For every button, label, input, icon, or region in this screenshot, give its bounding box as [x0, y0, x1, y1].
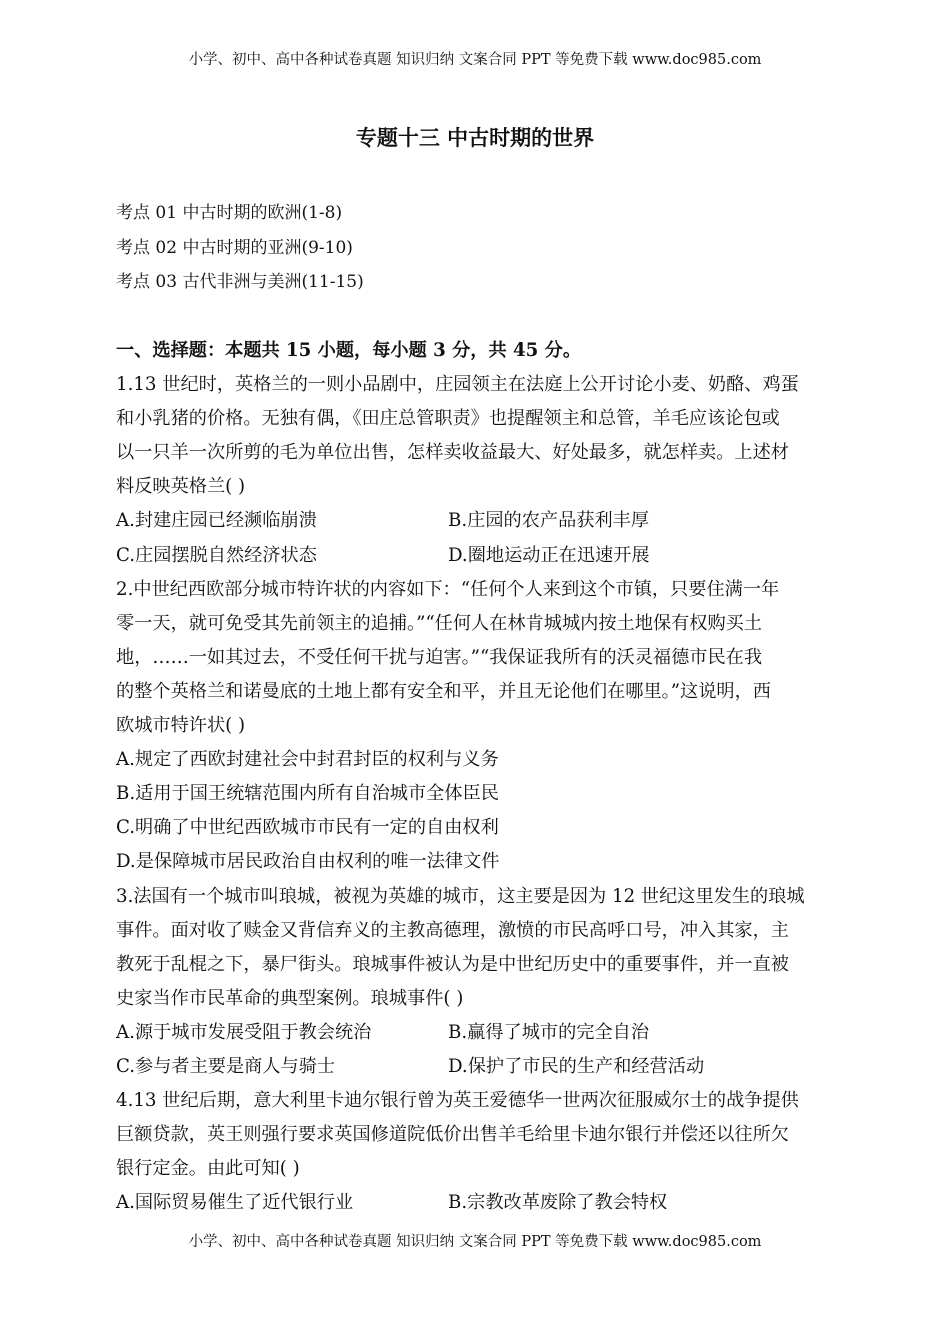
topic-item: 考点 02 中古时期的亚洲(9-10) [116, 237, 353, 258]
option-row [116, 811, 836, 845]
question-stem-line: 欧城市特许状( ) [116, 715, 246, 737]
answer-option: C.庄园摆脱自然经济状态 [116, 544, 317, 566]
question-stem-line: 史家当作市民革命的典型案例。琅城事件( ) [116, 987, 464, 1009]
question-2 [116, 573, 836, 880]
answer-option: C.参与者主要是商人与骑士 [116, 1055, 336, 1077]
option-row [116, 743, 836, 777]
page-footer: 小学、初中、高中各种试卷真题 知识归纳 文案合同 PPT 等免费下载 www.doc985.com [188, 1234, 762, 1250]
answer-option: D.圈地运动正在迅速开展 [448, 544, 650, 566]
question-stem-line: 零一天，就可免受其先前领主的追捕。”“任何人在林肯城城内按土地保有权购买土 [116, 612, 763, 634]
question-stem-line: 3.法国有一个城市叫琅城，被视为英雄的城市，这主要是因为 12 世纪这里发生的琅城 [116, 885, 805, 907]
topic-item: 考点 03 古代非洲与美洲(11-15) [116, 272, 364, 292]
section-heading: 一、选择题：本题共 15 小题，每小题 3 分，共 45 分。 [116, 340, 582, 361]
question-stem-line: 事件。面对收了赎金又背信弃义的主教高德理，激愤的市民高呼口号，冲入其家，主 [116, 919, 789, 941]
question-stem-line: 1.13 世纪时，英格兰的一则小品剧中，庄园领主在法庭上公开讨论小麦、奶酪、鸡蛋 [116, 374, 799, 396]
option-row [116, 777, 836, 811]
option-row [116, 1016, 836, 1050]
answer-option: A.国际贸易催生了近代银行业 [116, 1192, 354, 1214]
option-row [116, 1186, 836, 1220]
question-stem-line: 和小乳猪的价格。无独有偶，《田庄总管职责》也提醒领主和总管，羊毛应该论包或 [116, 408, 780, 430]
question-3 [116, 880, 836, 1085]
answer-option: A.规定了西欧封建社会中封君封臣的权利与义务 [116, 749, 499, 771]
question-stem-line: 地，……一如其过去，不受任何干扰与迫害。”“我保证我所有的沃灵福德市民在我 [116, 646, 763, 668]
question-stem-line: 以一只羊一次所剪的毛为单位出售，怎样卖收益最大、好处最多，就怎样卖。上述材 [116, 442, 789, 464]
answer-option: D.是保障城市居民政治自由权利的唯一法律文件 [116, 851, 500, 873]
option-row [116, 504, 836, 538]
question-stem-line: 2.中世纪西欧部分城市特许状的内容如下：“任何个人来到这个市镇，只要住满一年 [116, 578, 780, 600]
topic-item: 考点 01 中古时期的欧洲(1-8) [116, 203, 343, 223]
question-stem-line: 料反映英格兰( ) [116, 476, 246, 498]
question-1 [116, 368, 836, 573]
answer-option: C.明确了中世纪西欧城市市民有一定的自由权利 [116, 817, 499, 839]
answer-option: D.保护了市民的生产和经营活动 [448, 1055, 705, 1077]
answer-option: A.源于城市发展受阻于教会统治 [116, 1021, 372, 1043]
question-4 [116, 1084, 836, 1220]
option-row [116, 845, 836, 879]
answer-option: B.适用于国王统辖范围内所有自治城市全体臣民 [116, 783, 499, 805]
answer-option: A.封建庄园已经濒临崩溃 [116, 510, 317, 532]
answer-option: B.宗教改革废除了教会特权 [448, 1192, 668, 1214]
question-stem-line: 巨额贷款，英王则强行要求英国修道院低价出售羊毛给里卡迪尔银行并偿还以往所欠 [116, 1124, 789, 1146]
page-header: 小学、初中、高中各种试卷真题 知识归纳 文案合同 PPT 等免费下载 www.doc985.com [188, 52, 762, 68]
question-stem-line: 银行定金。由此可知( ) [116, 1158, 300, 1180]
answer-option: B.赢得了城市的完全自治 [448, 1021, 650, 1043]
answer-option: B.庄园的农产品获利丰厚 [448, 510, 650, 532]
question-stem-line: 教死于乱棍之下，暴尸街头。琅城事件被认为是中世纪历史中的重要事件，并一直被 [116, 953, 789, 975]
option-row [116, 1050, 836, 1084]
question-stem-line: 的整个英格兰和诺曼底的土地上都有安全和平，并且无论他们在哪里。”这说明，西 [116, 680, 771, 702]
question-stem-line: 4.13 世纪后期，意大利里卡迪尔银行曾为英王爱德华一世两次征服威尔士的战争提供 [116, 1090, 799, 1112]
topic-list [116, 196, 364, 300]
question-body [116, 334, 836, 1220]
page-title: 专题十三 中古时期的世界 [355, 125, 595, 150]
option-row [116, 539, 836, 573]
